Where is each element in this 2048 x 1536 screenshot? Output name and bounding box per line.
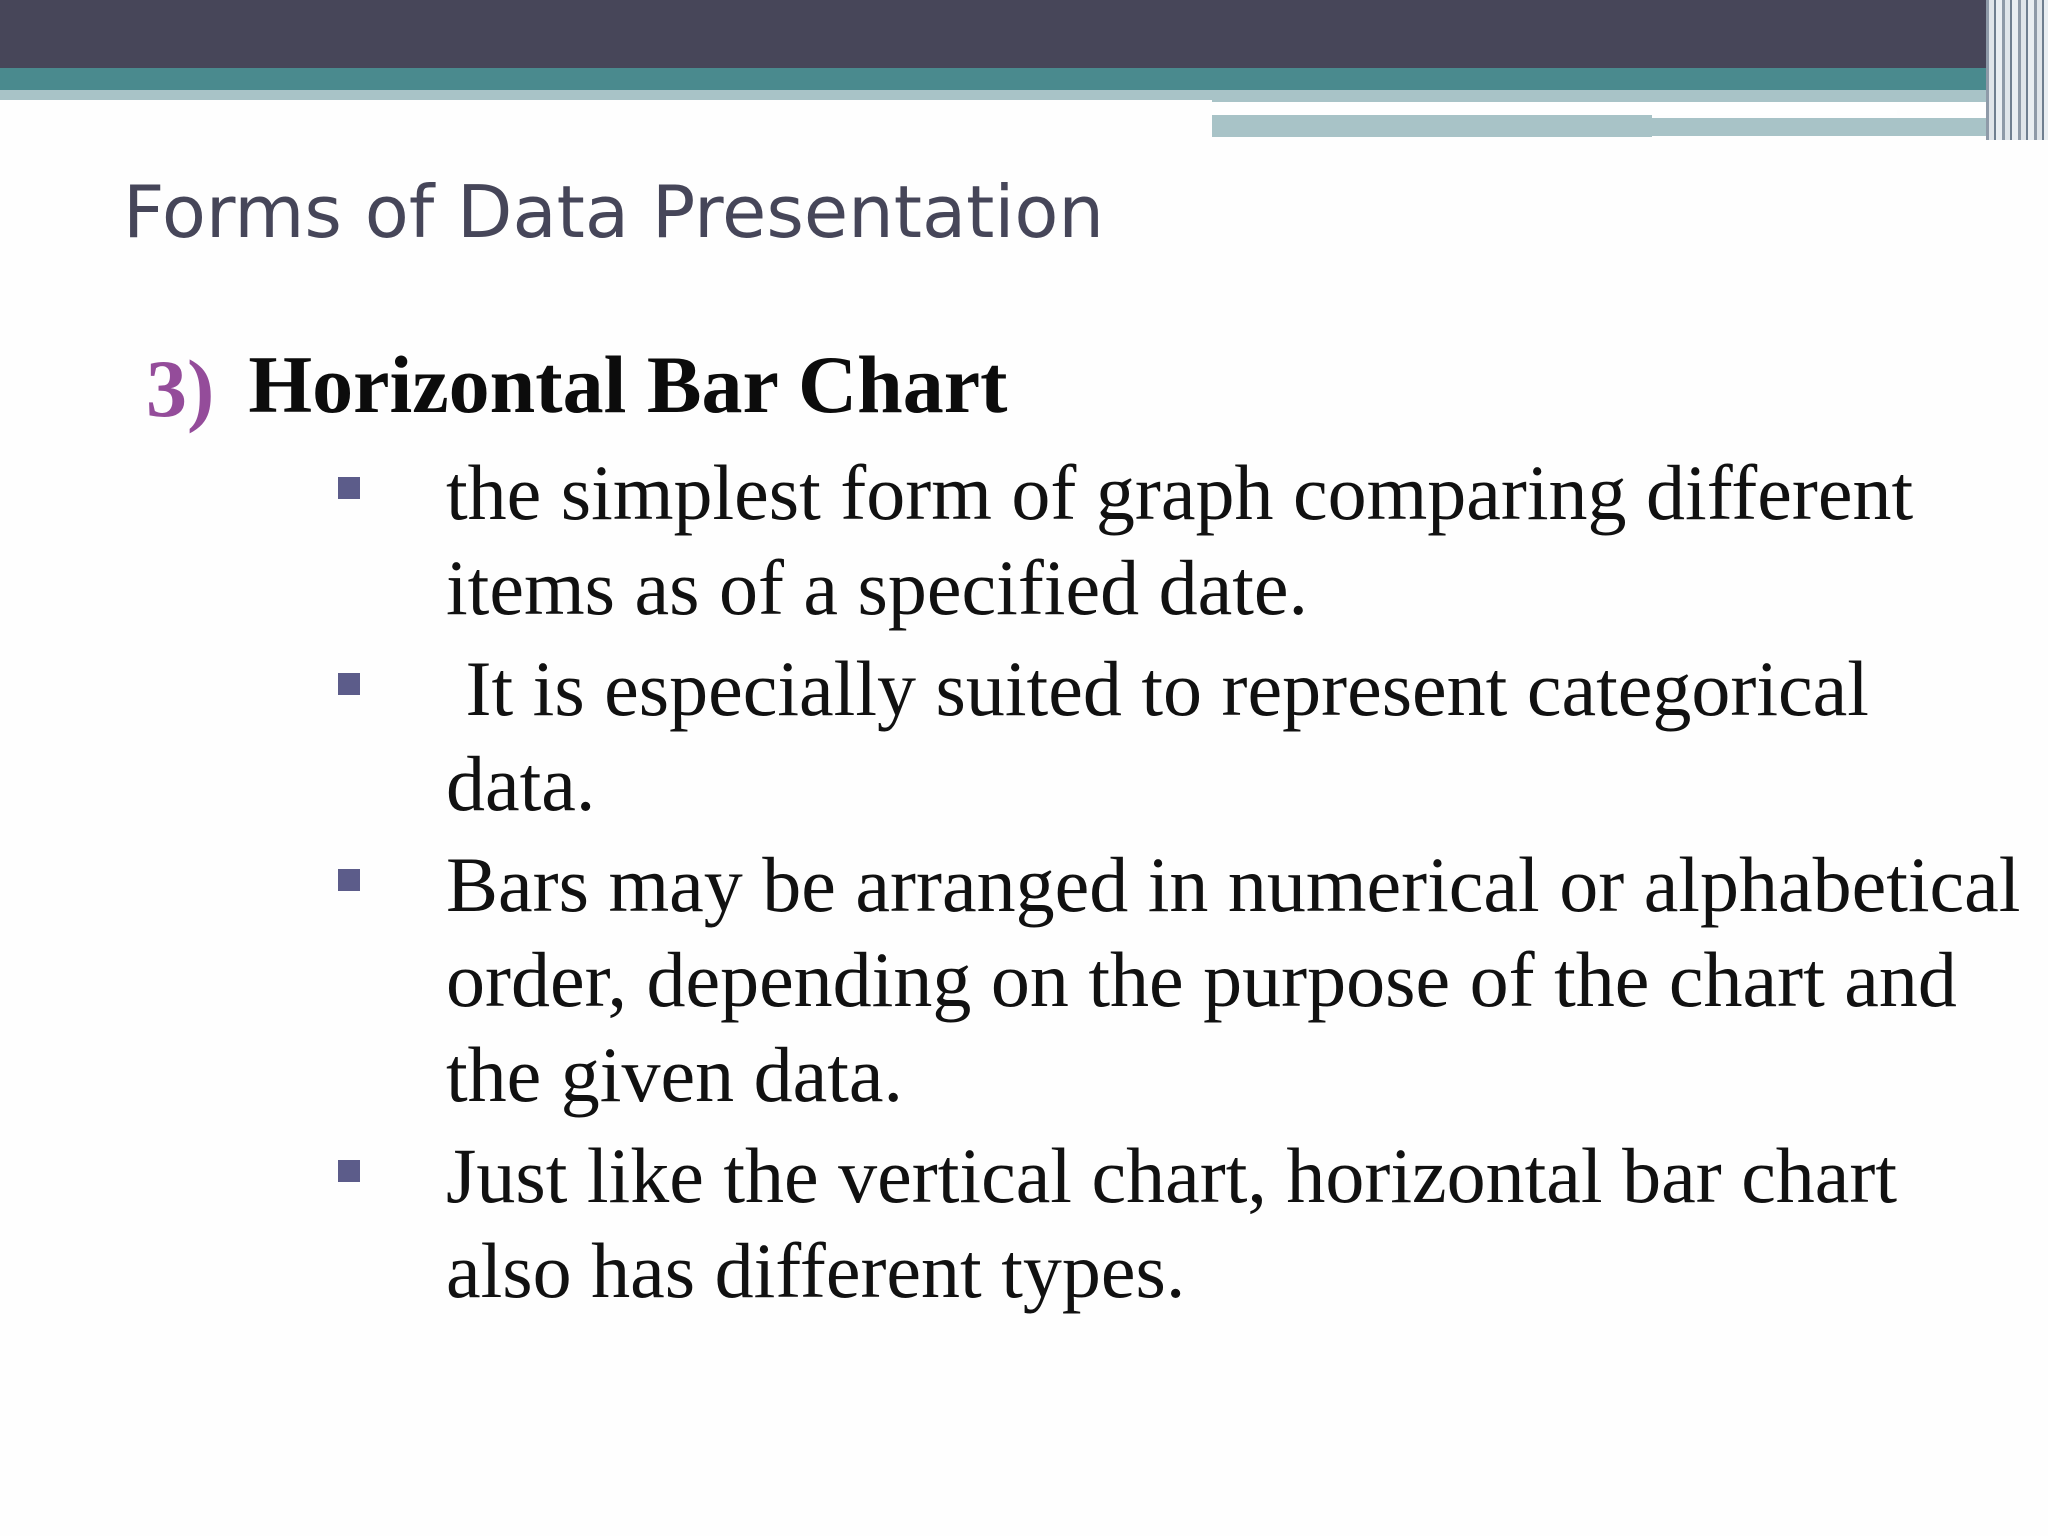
bullet-item — [330, 641, 2030, 831]
bullet-text: It is especially suited to represent categorical data. — [446, 645, 1889, 827]
square-bullet-icon — [338, 869, 360, 891]
bullet-list — [330, 445, 2030, 1324]
bullet-text: Bars may be arranged in numerical or alphabetical order, depending on the purpose of the chart and the given data. — [446, 841, 2021, 1118]
square-bullet-icon — [338, 477, 360, 499]
bullet-item — [330, 837, 2030, 1122]
square-bullet-icon — [338, 1160, 360, 1182]
header-bar-dark — [0, 0, 2048, 68]
square-bullet-icon — [338, 673, 360, 695]
header-bar-light-left — [0, 90, 1212, 100]
bullet-text: Just like the vertical chart, horizontal bar chart also has different types. — [446, 1132, 1898, 1314]
section-heading-text: Horizontal Bar Chart — [248, 339, 1008, 430]
header-stripes-decoration — [1986, 0, 2048, 140]
bullet-item — [330, 445, 2030, 635]
section-number: 3) — [146, 343, 215, 434]
header-bar-light-right — [1212, 90, 2002, 102]
header-bar-light-lower-right — [1652, 118, 2002, 136]
slide-title: Forms of Data Presentation — [123, 170, 1105, 254]
bullet-item — [330, 1128, 2030, 1318]
header-bar-light-lower — [1212, 115, 1652, 137]
header-bar-teal — [0, 68, 2048, 90]
bullet-text: the simplest form of graph comparing different items as of a specified date. — [446, 449, 1914, 631]
section-heading — [146, 338, 1008, 432]
